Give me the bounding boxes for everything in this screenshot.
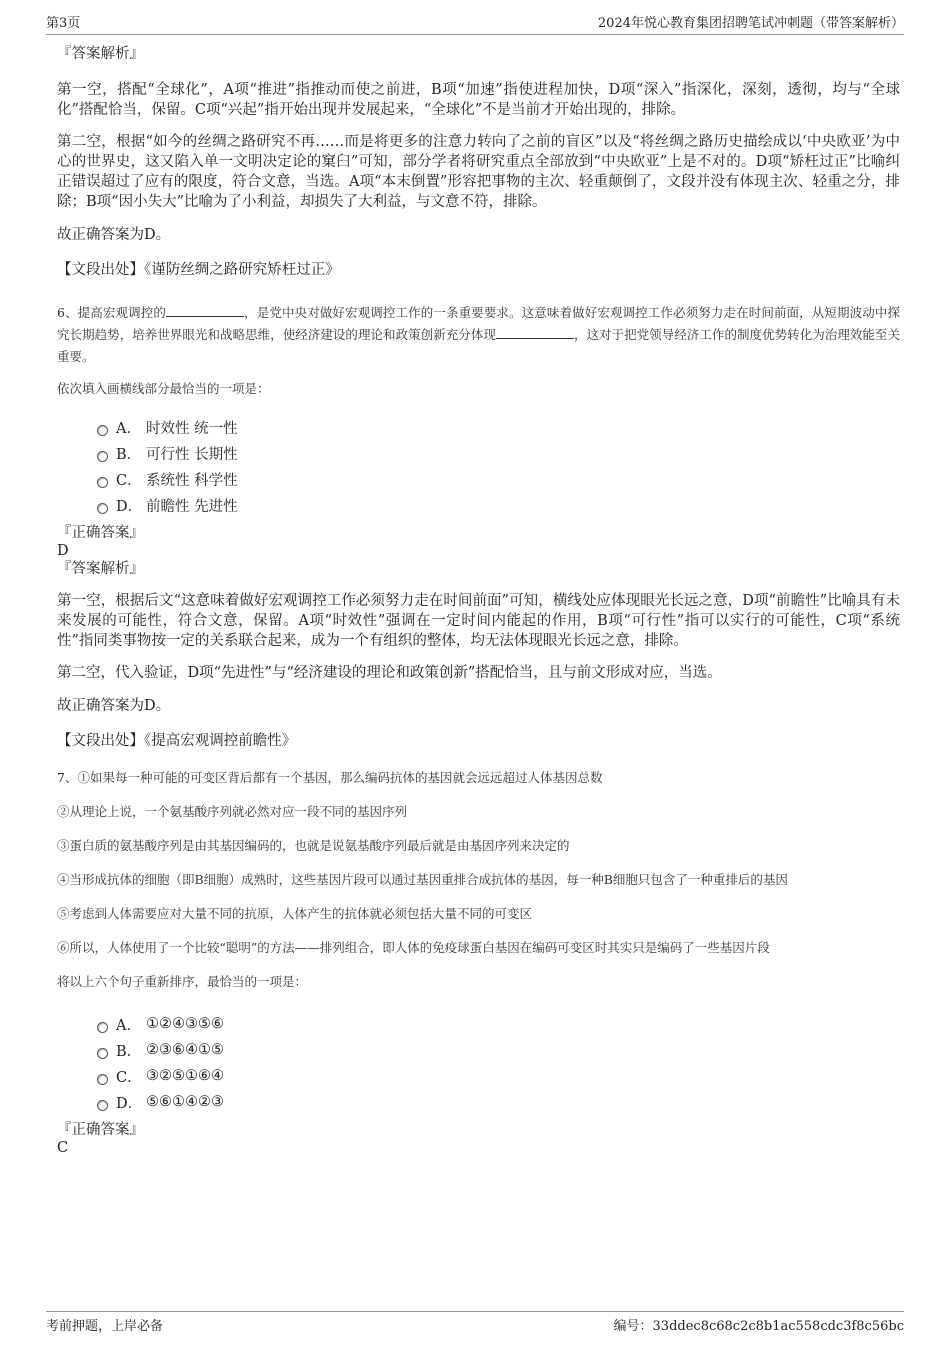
radio-icon[interactable]: [97, 1048, 108, 1059]
q7-options: [97, 1011, 900, 1115]
q7-sentence-3: ③蛋白质的氨基酸序列是由其基因编码的，也就是说氨基酸序列最后就是由基因序列来决定的: [57, 838, 570, 853]
q5-conclusion: 故正确答案为D。: [57, 227, 171, 243]
q6-option-d[interactable]: D． 前瞻性 先进性: [97, 492, 900, 518]
q6-stem: [57, 302, 900, 368]
page-header: [46, 12, 904, 35]
q5-analysis-tag: 『答案解析』: [57, 46, 144, 62]
option-text: ③②⑤①⑥④: [146, 1068, 224, 1084]
q6-option-a[interactable]: A． 时效性 统一性: [97, 414, 900, 440]
q6-analysis-p1: 第一空，根据后文“这意味着做好宏观调控工作必须努力走在时间前面”可知，横线处应体现眼光长远之意，D项“前瞻性”比喻具有未来发展的可能性，符合文意，保留。A项“时效性”强调在一定时间内能起的作用，B项“可行性”指可以实行的可能性，C项“系统性”指同类事物按一定的关系联合起来，成为一个有组织的整体，均无法体现眼光长远之意，排除。: [57, 593, 900, 649]
document-title: 2024年悦心教育集团招聘笔试冲刺题（带答案解析）: [597, 16, 904, 31]
q5-analysis-p1: 第一空，搭配“全球化”，A项“推进”指推动而使之前进，B项“加速”指使进程加快，D项“深入”指深化，深刻，透彻，均与“全球化”搭配恰当，保留。C项“兴起”指开始出现并发展起来，“全球化”不是当前才开始出现的，排除。: [57, 82, 900, 118]
q6-correct-answer: D: [57, 543, 69, 559]
option-text: 前瞻性 先进性: [146, 498, 238, 515]
q6-prompt: 依次填入画横线部分最恰当的一项是：: [57, 381, 270, 396]
q6-analysis-p2: 第二空，代入验证，D项“先进性”与“经济建设的理论和政策创新”搭配恰当，且与前文形成对应，当选。: [57, 665, 722, 681]
q7-sentence-5: ⑤考虑到人体需要应对大量不同的抗原，人体产生的抗体就必须包括大量不同的可变区: [57, 906, 533, 921]
document-serial: 编号：33ddec8c68c2c8b1ac558cdc3f8c56bc: [613, 1319, 904, 1334]
page-footer: [46, 1311, 904, 1334]
radio-icon[interactable]: [97, 477, 108, 488]
q5-source: 【文段出处】《谨防丝绸之路研究矫枉过正》: [57, 262, 340, 278]
q6-stem-c: ，这对于把党领导经济工作的制度优势转化为治理效能至关重要。: [57, 327, 900, 364]
q6-options: [97, 414, 900, 518]
q5-analysis-p2: 第二空，根据“如今的丝绸之路研究不再……而是将更多的注意力转向了之前的盲区”以及“将丝绸之路历史描绘成以‘中央欧亚’为中心的世界史，这又陷入单一文明决定论的窠臼”可知，部分学者将研究重点全部放到“中央欧亚”上是不对的。D项“矫枉过正”比喻纠正错误超过了应有的限度，符合文意，当选。A项“本末倒置”形容把事物的主次、轻重颠倒了，文段并没有体现主次、轻重之分，排除；B项“因小失大”比喻为了小利益，却损失了大利益，与文意不符，排除。: [57, 134, 900, 210]
option-text: ②③⑥④①⑤: [146, 1042, 224, 1058]
q7-sentences: [57, 767, 900, 993]
q7-option-a[interactable]: A． ①②④③⑤⑥: [97, 1011, 900, 1037]
q6-conclusion: 故正确答案为D。: [57, 698, 171, 714]
q7-option-d[interactable]: D． ⑤⑥①④②③: [97, 1089, 900, 1115]
q6-correct-tag: 『正确答案』: [57, 525, 144, 541]
q7-sentence-4: ④当形成抗体的细胞（即B细胞）成熟时，这些基因片段可以通过基因重排合成抗体的基因，每一种B细胞只包含了一种重排后的基因: [57, 872, 788, 887]
q6-option-c[interactable]: C． 系统性 科学性: [97, 466, 900, 492]
radio-icon[interactable]: [97, 1074, 108, 1085]
q7-sentence-6: ⑥所以，人体使用了一个比较“聪明”的方法——排列组合，即人体的免疫球蛋白基因在编码可变区时其实只是编码了一些基因片段: [57, 940, 770, 955]
radio-icon[interactable]: [97, 425, 108, 436]
option-text: 系统性 科学性: [146, 472, 238, 489]
fill-blank-1: [166, 304, 244, 317]
q7-option-c[interactable]: C． ③②⑤①⑥④: [97, 1063, 900, 1089]
q7-option-b[interactable]: B． ②③⑥④①⑤: [97, 1037, 900, 1063]
q7-correct-answer: C: [57, 1140, 69, 1156]
q6-option-b[interactable]: B． 可行性 长期性: [97, 440, 900, 466]
q7-sentence-2: ②从理论上说，一个氨基酸序列就必然对应一段不同的基因序列: [57, 804, 408, 819]
q6-source: 【文段出处】《提高宏观调控前瞻性》: [57, 733, 297, 749]
fill-blank-2: [496, 326, 574, 339]
q6-stem-b: ，是党中央对做好宏观调控工作的一条重要要求。这意味着做好宏观调控工作必须努力走在时间前面，从短期波动中探究长期趋势，培养世界眼光和战略思维，使经济建设的理论和政策创新充分体现: [57, 305, 900, 342]
page-content: [57, 44, 900, 1157]
radio-icon[interactable]: [97, 451, 108, 462]
q7-sentence-1: 7、①如果每一种可能的可变区背后都有一个基因，那么编码抗体的基因就会远远超过人体基因总数: [57, 770, 603, 785]
option-text: 时效性 统一性: [146, 420, 238, 437]
q7-correct-tag: 『正确答案』: [57, 1122, 144, 1138]
radio-icon[interactable]: [97, 503, 108, 514]
option-text: ①②④③⑤⑥: [146, 1016, 224, 1032]
footer-slogan: 考前押题，上岸必备: [46, 1319, 164, 1334]
q6-stem-a: 6、提高宏观调控的: [57, 305, 166, 320]
page-number: 第3页: [46, 16, 81, 31]
q6-analysis-tag: 『答案解析』: [57, 561, 144, 577]
radio-icon[interactable]: [97, 1022, 108, 1033]
q7-prompt: 将以上六个句子重新排序，最恰当的一项是：: [57, 974, 308, 989]
option-text: 可行性 长期性: [146, 446, 238, 463]
option-text: ⑤⑥①④②③: [146, 1094, 224, 1110]
radio-icon[interactable]: [97, 1100, 108, 1111]
